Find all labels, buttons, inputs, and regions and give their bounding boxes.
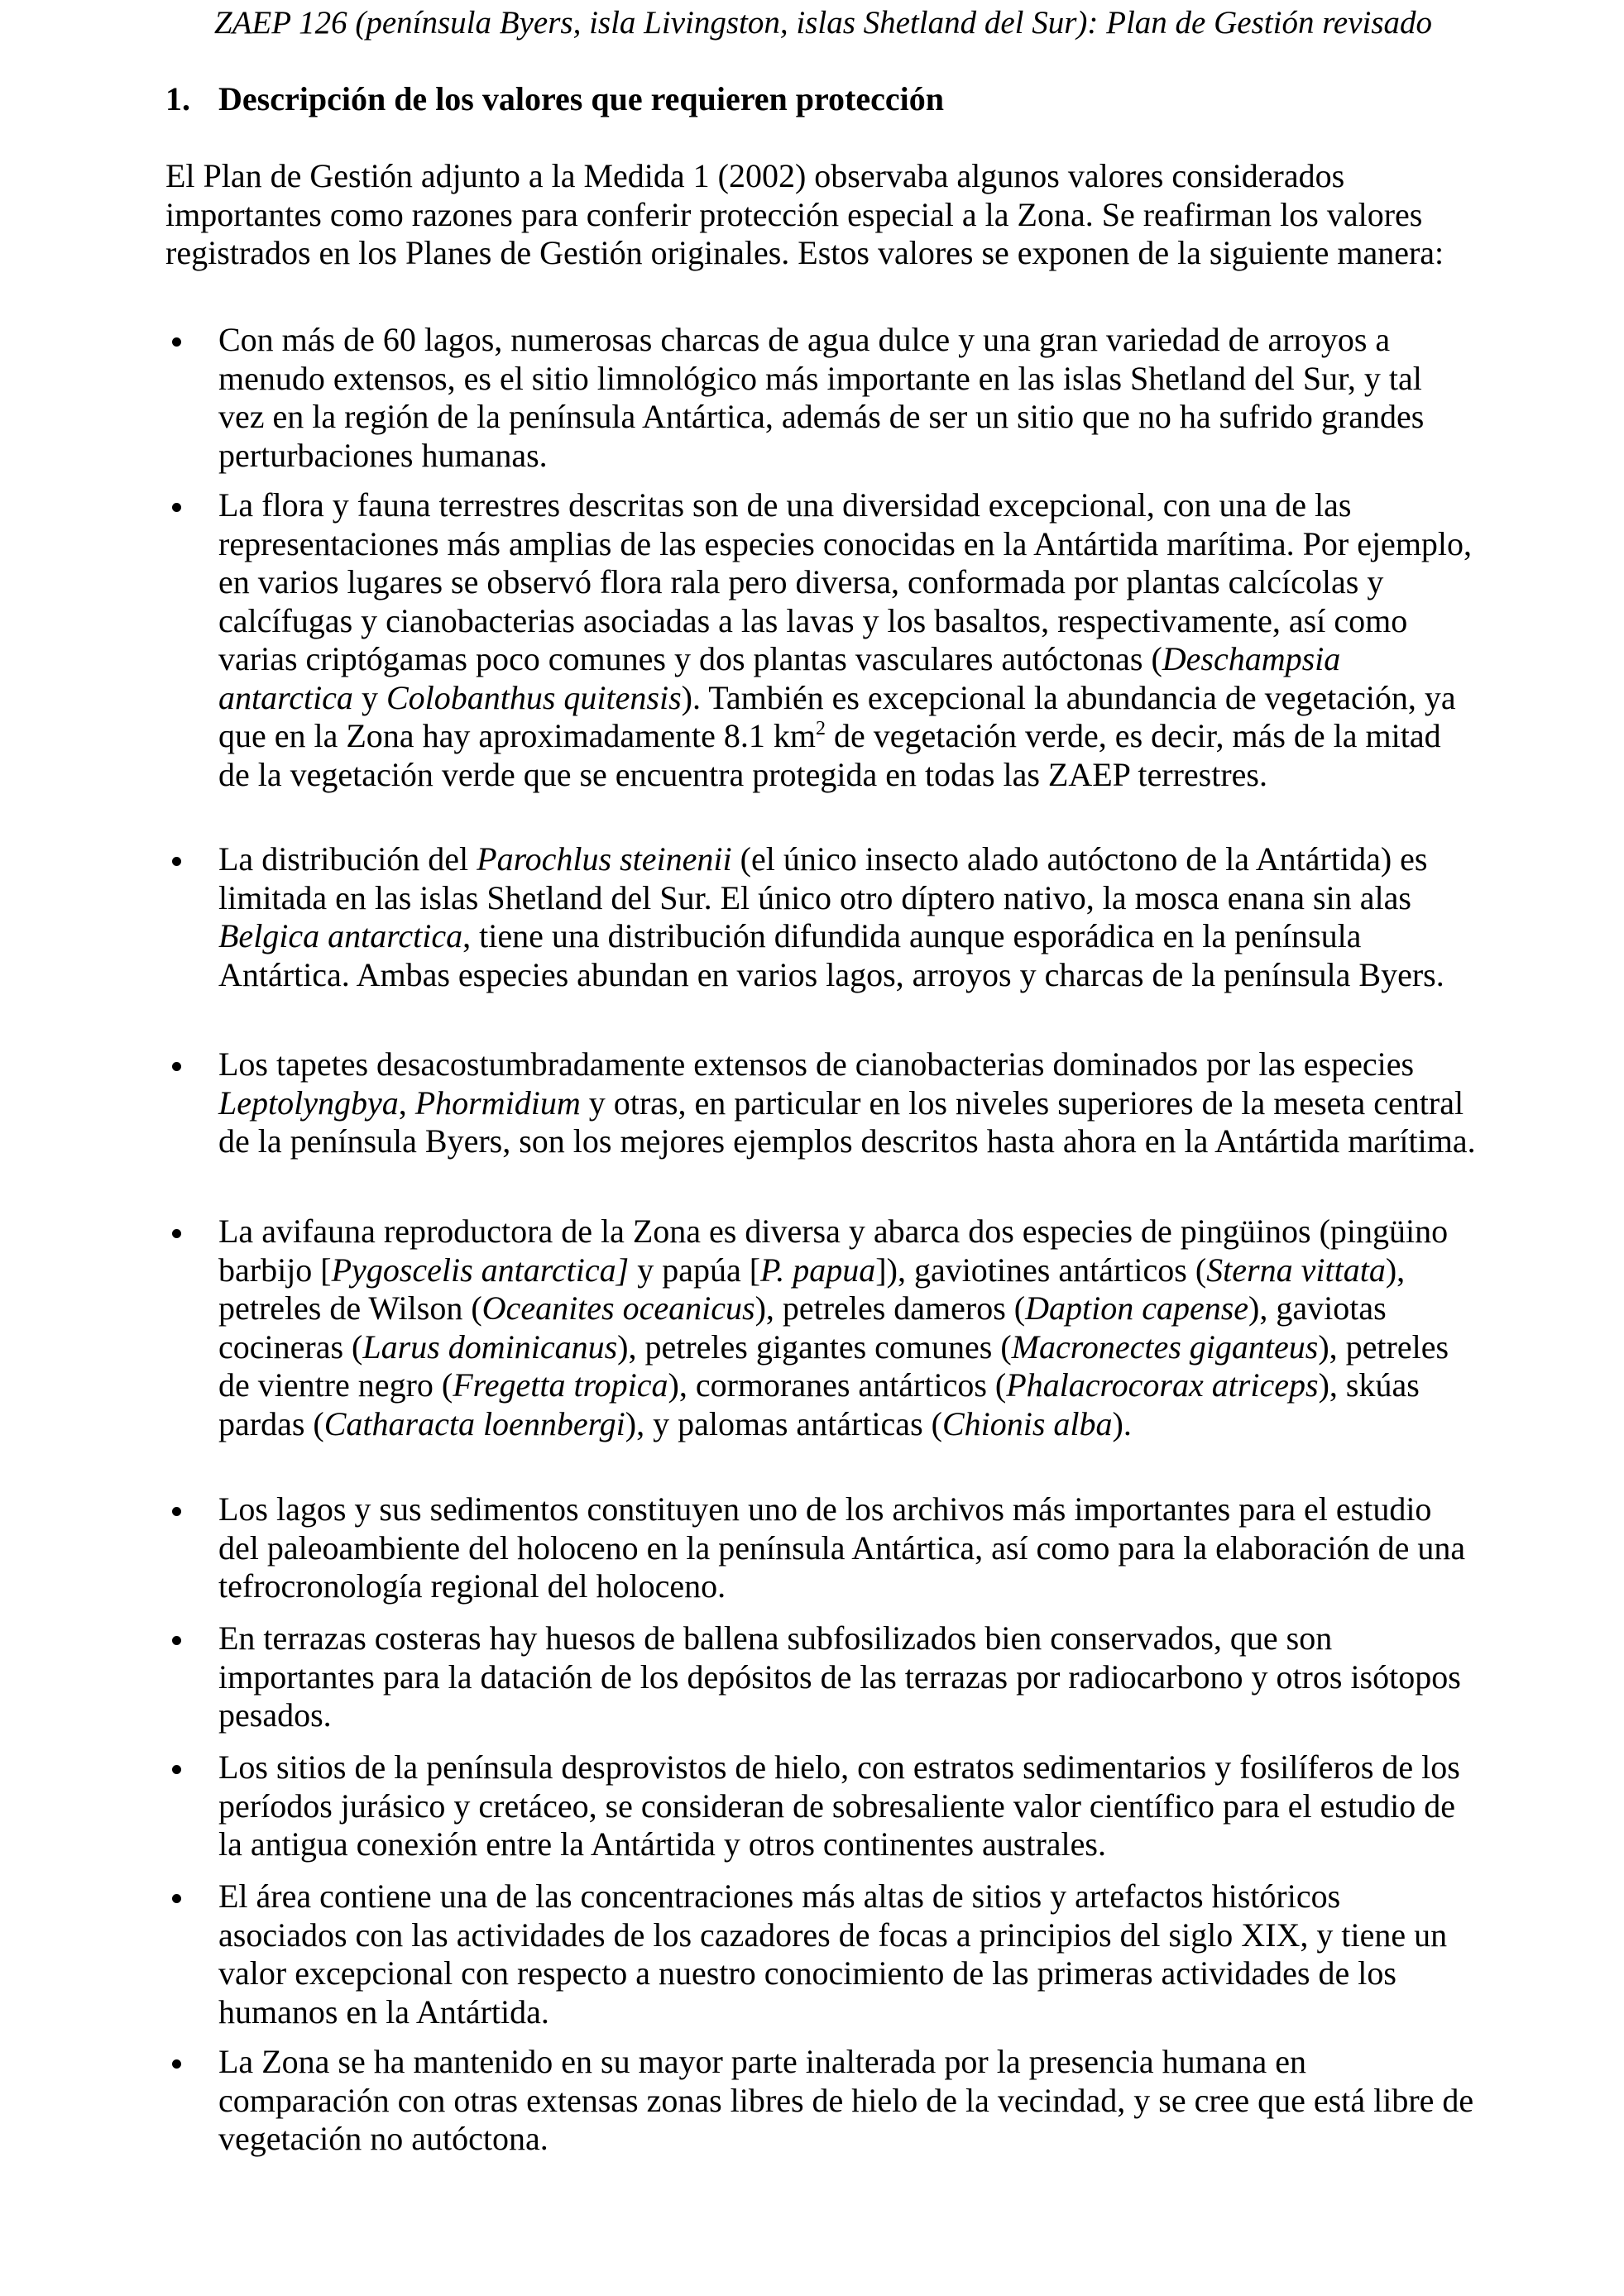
list-item-text: ), y palomas antárticas ( — [625, 1404, 942, 1442]
bullet-icon — [172, 1765, 181, 1774]
bullet-icon — [172, 1636, 181, 1645]
species-name: P. papua — [760, 1251, 876, 1289]
list-item — [218, 2043, 1476, 2159]
species-name: Oceanites oceanicus — [481, 1289, 755, 1327]
species-name: Parochlus steinenii — [477, 840, 732, 878]
list-item-text: La flora y fauna terrestres descritas son de una diversidad excepcional, con una de las representaciones más amplias de las especies conocidas en la Antártida marítima. Por ejemplo, en varios lugares se observó flora rala pero diversa, conformada por plantas calcícolas y calcífugas y cianobacterias asociadas a las lavas y los basaltos, respectivamente, así como varias criptógamas poco comunes y dos plantas vasculares autóctonas ( — [218, 486, 1473, 677]
list-item-text: Los lagos y sus sedimentos constituyen uno de los archivos más importantes para el estudio del paleoambiente del holoceno en la península Antártica, así como para la elaboración de una tefrocronología regional del holoceno. — [218, 1490, 1466, 1605]
list-item-text: El área contiene una de las concentraciones más altas de sitios y artefactos históricos asociados con las actividades de los cazadores de focas a principios del siglo XIX, y tiene un valor excepcional con respecto a nuestro conocimiento de las primeras actividades de los humanos en la Antártida. — [218, 1877, 1448, 2031]
intro-paragraph: El Plan de Gestión adjunto a la Medida 1 (2002) observaba algunos valores considerados importantes como razones para conferir protección especial a la Zona. Se reafirman los valores registrados en los Planes de Gestión originales. Estos valores se exponen de la siguiente manera: — [165, 157, 1444, 271]
list-item-text: ), cormoranes antárticos ( — [668, 1366, 1007, 1404]
section-title: Descripción de los valores que requieren protección — [218, 80, 944, 117]
list-item — [218, 1877, 1476, 2031]
list-item-text: , tiene una distribución difundida aunque esporádica en la península Antártica. Ambas especies abundan en varios lagos, arroyos y charcas de la península Byers. — [218, 917, 1444, 993]
list-item-text: y otras, en particular en los niveles superiores de la meseta central de la península Byers, son los mejores ejemplos descritos hasta ahora en la Antártida marítima. — [218, 1083, 1476, 1160]
species-name: Pygoscelis antarctica] — [331, 1251, 630, 1289]
list-item-text: ), skúas pardas ( — [218, 1366, 1420, 1442]
list-item-text: ), petreles de vientre negro ( — [218, 1327, 1449, 1404]
list-item-text: En terrazas costeras hay huesos de ballena subfosilizados bien conservados, que son importantes para la datación de los depósitos de las terrazas por radiocarbono y otros isótopos pesados. — [218, 1619, 1461, 1734]
section-number: 1. — [165, 80, 190, 117]
list-item-text: Con más de 60 lagos, numerosas charcas de agua dulce y una gran variedad de arroyos a menudo extensos, es el sitio limnológico más importante en las islas Shetland del Sur, y tal vez en la región de la península Antártica, además de ser un sitio que no ha sufrido grandes perturbaciones humanas. — [218, 321, 1425, 474]
list-item — [218, 1045, 1476, 1161]
species-name: Deschampsia antarctica — [218, 640, 1341, 716]
list-item-text: (el único insecto alado autóctono de la Antártida) es limitada en las islas Shetland del Sur. El único otro díptero nativo, la mosca enana sin alas — [218, 840, 1428, 916]
list-item-text: , — [398, 1083, 415, 1122]
bullet-icon — [172, 503, 181, 512]
species-name: Catharacta loennbergi — [323, 1404, 625, 1442]
list-item — [218, 1748, 1476, 1864]
list-item-text: Los sitios de la península desprovistos de hielo, con estratos sedimentarios y fosilíferos de los períodos jurásico y cretáceo, se consideran de sobresaliente valor científico para el estudio de la antigua conexión entre la Antártida y otros continentes australes. — [218, 1748, 1460, 1863]
list-item — [218, 486, 1476, 794]
list-item-text: ), gaviotas cocineras ( — [218, 1289, 1387, 1366]
species-name: Fregetta tropica — [453, 1366, 668, 1404]
species-name: Sterna vittata — [1206, 1251, 1386, 1289]
species-name: Larus dominicanus — [362, 1327, 618, 1366]
bullet-icon — [172, 1507, 181, 1516]
bullet-icon — [172, 1062, 181, 1071]
running-header: ZAEP 126 (península Byers, isla Livingston, islas Shetland del Sur): Plan de Gestión revisado — [213, 5, 1433, 41]
list-item — [218, 321, 1476, 475]
species-name: Phormidium — [414, 1083, 581, 1122]
superscript-exponent: 2 — [815, 718, 826, 739]
bullet-icon — [172, 2059, 181, 2069]
species-name: Belgica antarctica — [218, 917, 463, 954]
list-item-text: Los tapetes desacostumbradamente extensos de cianobacterias dominados por las especies — [218, 1045, 1415, 1083]
bullet-icon — [172, 1894, 181, 1903]
species-name: Phalacrocorax atriceps — [1006, 1366, 1319, 1404]
list-item-text: ). — [1112, 1404, 1132, 1442]
bullet-icon — [172, 337, 181, 347]
list-item-text: La distribución del — [218, 840, 477, 878]
list-item — [218, 1619, 1476, 1735]
list-item-text: y — [352, 678, 386, 716]
list-item — [218, 1490, 1476, 1606]
list-item — [218, 840, 1476, 994]
list-item-text: ), petreles de Wilson ( — [218, 1251, 1406, 1327]
list-item-text: ), petreles dameros ( — [755, 1289, 1026, 1327]
bullet-icon — [172, 857, 181, 866]
species-name: Chionis alba — [941, 1404, 1113, 1442]
list-item-text: ). También es excepcional la abundancia de vegetación, ya que en la Zona hay aproximadamente 8.1 km — [218, 678, 1456, 754]
species-name: Colobanthus quitensis — [386, 678, 682, 716]
list-item-text: de vegetación verde, es decir, más de la mitad de la vegetación verde que se encuentra protegida en todas las ZAEP terrestres. — [218, 717, 1441, 793]
list-item-text: La Zona se ha mantenido en su mayor parte inalterada por la presencia humana en comparación con otras extensas zonas libres de hielo de la vecindad, y se cree que está libre de vegetación no autóctona. — [218, 2043, 1474, 2157]
list-item-text: La avifauna reproductora de la Zona es diversa y abarca dos especies de pingüinos (pingüino barbijo [ — [218, 1213, 1449, 1289]
section-heading — [165, 76, 944, 122]
list-item-text: ), petreles gigantes comunes ( — [617, 1327, 1012, 1366]
species-name: Daption capense — [1025, 1289, 1249, 1327]
bullet-icon — [172, 1229, 181, 1238]
list-item-text: ]), gaviotines antárticos ( — [875, 1251, 1207, 1289]
list-item — [218, 1213, 1476, 1443]
list-item-text: y papúa [ — [629, 1251, 761, 1289]
species-name: Macronectes giganteus — [1011, 1327, 1319, 1366]
species-name: Leptolyngbya — [218, 1083, 399, 1122]
